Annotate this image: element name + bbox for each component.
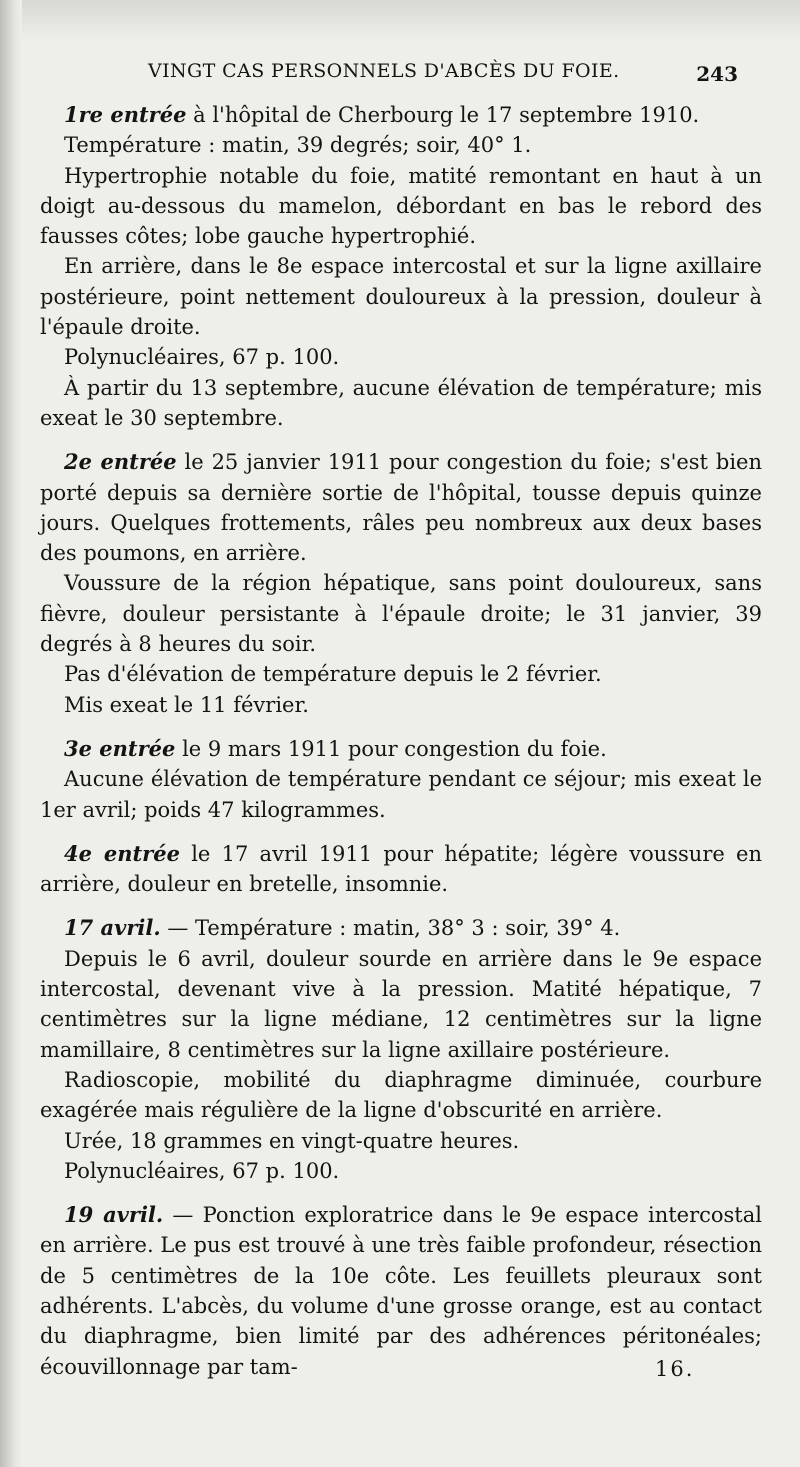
paragraph-text: Urée, 18 grammes en vingt-quatre heures. — [64, 1128, 520, 1153]
paragraph-text: Mis exeat le 11 février. — [64, 692, 309, 717]
entry-label: 2e entrée — [64, 449, 177, 475]
paragraph — [40, 764, 762, 825]
paragraph-text: En arrière, dans le 8e espace intercostal et sur la ligne axillaire postérieure, point nettement douloureux à la pression, douleur à l'épaule droite. — [40, 254, 762, 340]
paragraph-text: Polynucléaires, 67 p. 100. — [64, 345, 340, 370]
paragraph-text: à l'hôpital de Cherbourg le 17 septembre 1910. — [186, 103, 700, 127]
paragraph-text: — Température : matin, 38° 3 : soir, 39° 4. — [160, 916, 621, 941]
paragraph — [40, 130, 762, 160]
entry-label: 4e entrée — [64, 840, 180, 866]
paragraph — [40, 373, 762, 434]
paragraph-text: Voussure de la région hépatique, sans point douloureux, sans fièvre, douleur persistante à l'épaule droite; le 31 janvier, 39 degrés à 8 heures du soir. — [40, 571, 762, 657]
paragraph — [40, 839, 762, 900]
paragraph-text: Hypertrophie notable du foie, matité remontant en haut à un doigt au-dessous du mamelon, débordant en bas le rebord des fausses côtes; lobe gauche hypertrophié. — [40, 163, 762, 249]
paragraph — [40, 734, 762, 764]
page-body — [40, 100, 762, 1382]
paragraph — [40, 1156, 762, 1186]
paragraph — [40, 1200, 762, 1382]
paragraph-text: le 25 janvier 1911 pour congestion du foie; s'est bien porté depuis sa dernière sortie de l'hôpital, tousse depuis quinze jours. Quelques frottements, râles peu nombreux aux deux bases des poumons, en arrière. — [40, 450, 762, 566]
paragraph — [40, 161, 762, 252]
date-label: 19 avril. — [64, 1202, 164, 1228]
running-title: VINGT CAS PERSONNELS D'ABCÈS DU FOIE. — [148, 60, 620, 82]
paragraph — [40, 1126, 762, 1156]
page-number: 243 — [696, 62, 738, 86]
paragraph-text: Pas d'élévation de température depuis le 2 février. — [64, 662, 602, 687]
paragraph-text: À partir du 13 septembre, aucune élévation de température; mis exeat le 30 septembre. — [40, 375, 762, 430]
paragraph — [40, 690, 762, 720]
entry-label: 3e entrée — [64, 735, 176, 761]
paragraph — [40, 659, 762, 689]
paragraph-text: Température : matin, 39 degrés; soir, 40° 1. — [64, 133, 532, 158]
paragraph-text: — Ponction exploratrice dans le 9e espace intercostal en arrière. Le pus est trouvé à une très faible profondeur, résection de 5 centimètres de la 10e côte. Les feuillets pleuraux sont adhérents. L'abcès, du volume d'une grosse orange, est au contact du diaphragme, bien limité par des adhérences péritonéales; écouvillonnage par tam- — [40, 1203, 762, 1379]
paragraph — [40, 568, 762, 659]
paragraph — [40, 447, 762, 568]
scan-shadow-gutter — [0, 0, 22, 1467]
paragraph — [40, 100, 762, 130]
date-label: 17 avril. — [64, 915, 161, 941]
paragraph — [40, 913, 762, 943]
paragraph-text: le 9 mars 1911 pour congestion du foie. — [175, 736, 607, 761]
paragraph — [40, 944, 762, 1065]
paragraph-text: Aucune élévation de température pendant ce séjour; mis exeat le 1er avril; poids 47 kilogrammes. — [40, 767, 762, 822]
paragraph-text: le 17 avril 1911 pour hépatite; légère voussure en arrière, douleur en bretelle, insomnie. — [40, 841, 762, 897]
signature-mark: 16. — [655, 1357, 695, 1381]
page-header — [148, 58, 738, 92]
paragraph-text: Polynucléaires, 67 p. 100. — [64, 1158, 340, 1183]
paragraph — [40, 251, 762, 342]
paragraph-text: Depuis le 6 avril, douleur sourde en arrière dans le 9e espace intercostal, devenant vive à la pression. Matité hépatique, 7 centimètres sur la ligne médiane, 12 centimètres sur la ligne mamillaire, 8 centimètres sur la ligne axillaire postérieure. — [40, 946, 762, 1062]
paragraph-text: Radioscopie, mobilité du diaphragme diminuée, courbure exagérée mais régulière de la ligne d'obscurité en arrière. — [40, 1067, 762, 1123]
paragraph — [40, 342, 762, 372]
paragraph — [40, 1065, 762, 1126]
entry-label: 1re entrée — [64, 102, 187, 127]
scan-shadow-top — [0, 0, 800, 40]
